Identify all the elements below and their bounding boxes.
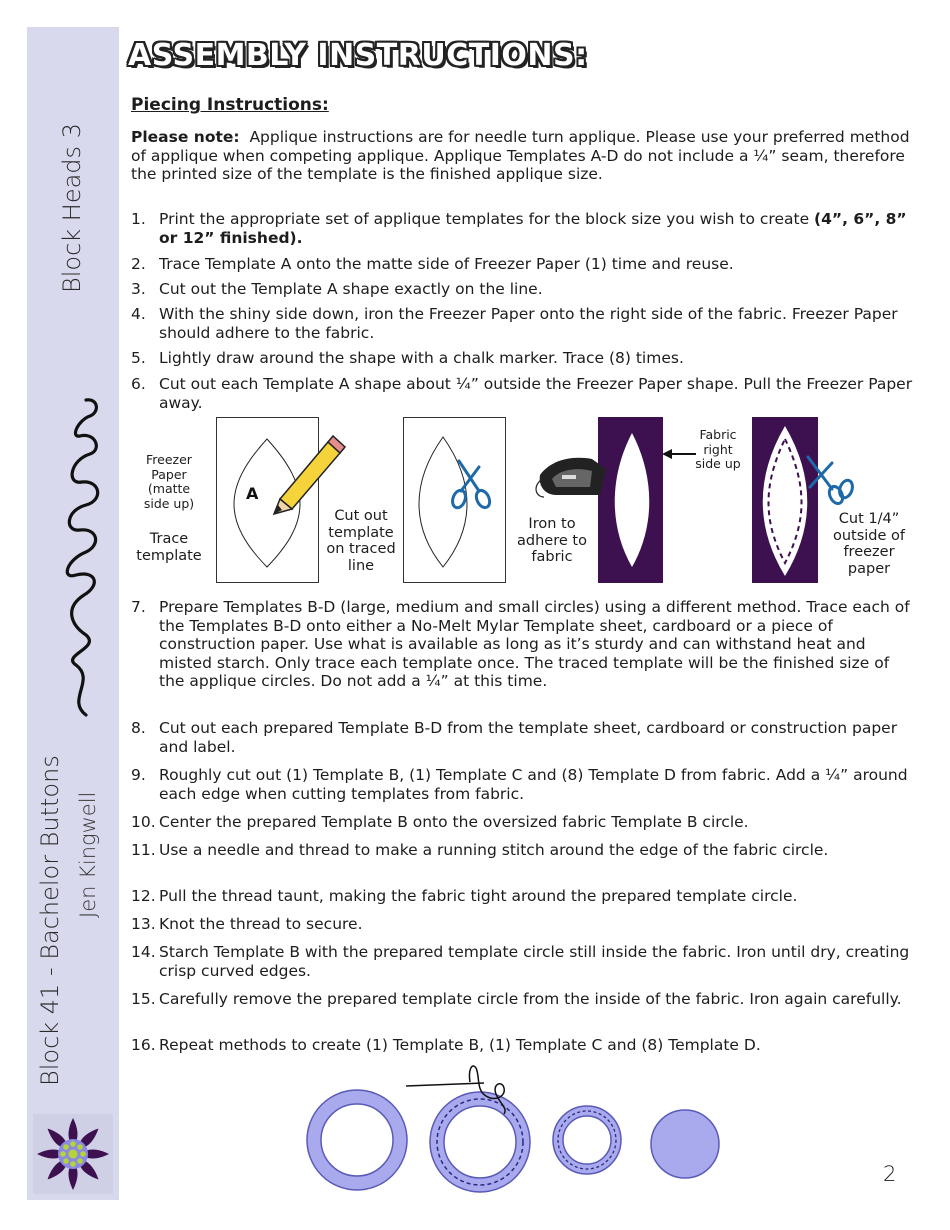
section-heading: Piecing Instructions: <box>131 95 329 115</box>
cut-template-illustration <box>403 417 509 583</box>
arrow-icon <box>660 446 700 462</box>
cut-outside-label: Cut 1/4” outside of freezer paper <box>832 511 906 577</box>
list-item: 14. Starch Template B with the prepared template circle still inside the fabric. Iron until dry, creating crisp curved edges. <box>131 943 910 980</box>
note-paragraph <box>131 128 921 184</box>
template-letter: A <box>246 484 259 503</box>
list-item: 13. Knot the thread to secure. <box>131 915 363 933</box>
sidebar-block-title: Block 41 - Bachelor Buttons <box>36 755 64 1086</box>
trace-template-label: Trace template <box>136 531 202 564</box>
list-item: 11. Use a needle and thread to make a running stitch around the edge of the fabric circle. <box>131 841 829 859</box>
sidebar-block-heads: Block Heads 3 <box>58 123 86 293</box>
fabric-side-label: Fabric right side up <box>695 427 741 471</box>
moda-logo <box>56 380 110 720</box>
circle-ring-stitched <box>430 1092 530 1192</box>
circle-ring-large <box>307 1090 407 1190</box>
iron-icon <box>536 458 606 497</box>
page-number: 2 <box>883 1162 897 1186</box>
circle-process-illustration <box>300 1060 730 1200</box>
list-item: 6. Cut out each Template A shape about ¼” outside the Freezer Paper shape. Pull the Freezer Paper away. <box>131 375 913 412</box>
list-item: 12. Pull the thread taunt, making the fabric tight around the prepared template circle. <box>131 887 798 905</box>
list-item: 1. Print the appropriate set of applique templates for the block size you wish to create (4”, 6”, 8” or 12” finished). <box>131 210 907 247</box>
list-item: 8. Cut out each prepared Template B-D from the template sheet, cardboard or construction paper and label. <box>131 719 898 756</box>
list-item: 16. Repeat methods to create (1) Template B, (1) Template C and (8) Template D. <box>131 1036 761 1054</box>
list-item: 4. With the shiny side down, iron the Freezer Paper onto the right side of the fabric. Freezer Paper should adhere to the fabric. <box>131 305 898 342</box>
page-title: ASSEMBLY INSTRUCTIONS: <box>128 38 588 73</box>
iron-label: Iron to adhere to fabric <box>517 516 587 565</box>
sidebar-designer: Jen Kingwell <box>76 791 100 918</box>
list-item: 10. Center the prepared Template B onto the oversized fabric Template B circle. <box>131 813 749 831</box>
list-item: 15. Carefully remove the prepared template circle from the inside of the fabric. Iron again carefully. <box>131 990 902 1008</box>
note-label: Please note: <box>131 128 240 146</box>
circle-ring-small <box>553 1106 621 1174</box>
iron-illustration <box>530 417 670 585</box>
list-item: 9. Roughly cut out (1) Template B, (1) Template C and (8) Template D from fabric. Add a ¼” around each edge when cutting templates from fabric. <box>131 766 908 803</box>
cut-out-label: Cut out template on traced line <box>326 508 396 574</box>
list-item: 5. Lightly draw around the shape with a chalk marker. Trace (8) times. <box>131 349 684 367</box>
list-item: 7. Prepare Templates B-D (large, medium and small circles) using a different method. Trace each of the Templates B-D onto either a No-Melt Mylar Template sheet, cardboard or a piece of construction paper. Use what is available as long as it’s sturdy and can withstand heat and misted starch. Only trace each template once. The traced template will be the finished size of the applique circles. Do not add a ¼” at this time. <box>131 598 910 690</box>
list-item: 2. Trace Template A onto the matte side of Freezer Paper (1) time and reuse. <box>131 255 734 273</box>
freezer-paper-label: Freezer Paper (matte side up) <box>143 452 195 511</box>
note-text: Applique instructions are for needle turn applique. Please use your preferred method of applique when competing applique. Applique Templates A-D do not include a ¼” seam, therefore the printed size of the template is the finished applique size. <box>131 128 910 183</box>
flower-block-thumbnail <box>33 1114 113 1194</box>
circle-finished <box>651 1110 719 1178</box>
list-item: 3. Cut out the Template A shape exactly on the line. <box>131 280 543 298</box>
